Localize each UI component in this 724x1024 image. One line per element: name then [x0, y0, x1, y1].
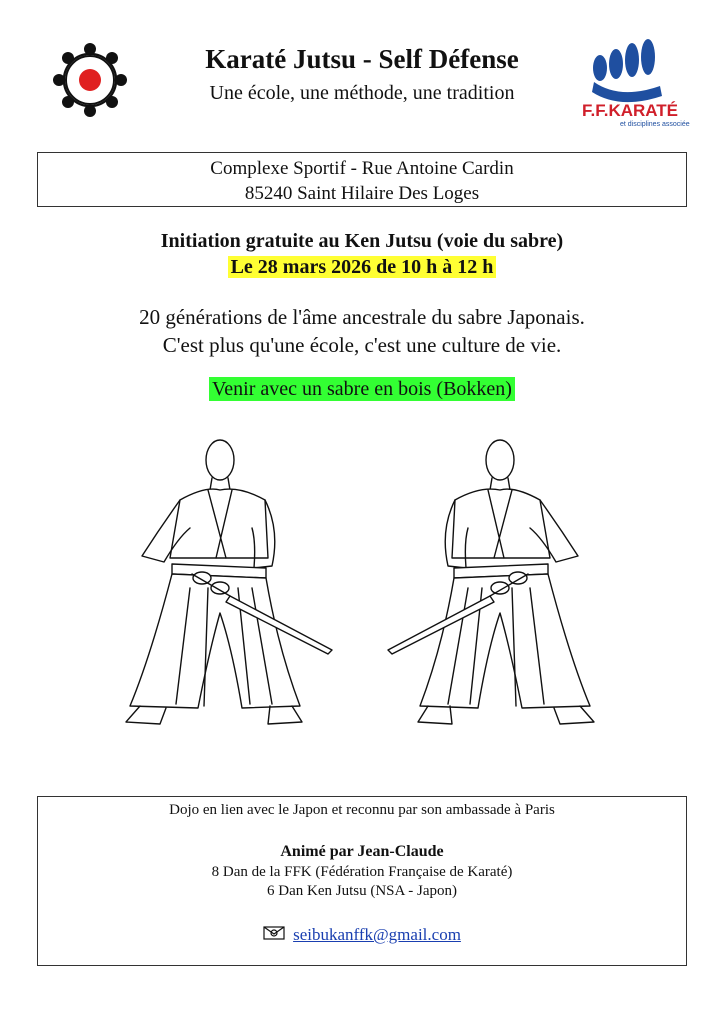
description-line-1: 20 générations de l'âme ancestrale du sabre Japonais.: [139, 305, 585, 329]
event-date-row: [37, 256, 687, 279]
event-date: Le 28 mars 2026 de 10 h à 12 h: [228, 256, 497, 278]
ffk-logo: [580, 38, 690, 130]
right-swordsman-figure: [388, 440, 594, 724]
bring-bokken-note: Venir avec un sabre en bois (Bokken): [209, 377, 515, 401]
email-icon: [263, 925, 285, 945]
address-box: [37, 152, 687, 207]
instructor-rank-1: 8 Dan de la FFK (Fédération Française de Karaté): [211, 864, 513, 880]
bring-row: [37, 378, 687, 401]
school-emblem-logo: [52, 42, 128, 118]
address-line-2: 85240 Saint Hilaire Des Loges: [244, 183, 480, 204]
ffk-logo-text: F.F.KARATÉ: [582, 101, 679, 120]
left-swordsman-figure: [126, 440, 332, 724]
email-row: [38, 925, 686, 945]
swordsmen-illustration: [120, 438, 600, 738]
address-line-1: Complexe Sportif - Rue Antoine Cardin: [210, 158, 514, 179]
instructor-heading: Animé par Jean-Claude: [280, 843, 444, 860]
ffk-logo-subtext: et disciplines associées: [620, 121, 690, 128]
event-title: Initiation gratuite au Ken Jutsu (voie du sabre): [160, 230, 564, 252]
description-line-2: C'est plus qu'une école, c'est une culture de vie.: [162, 333, 562, 357]
page-title: Karaté Jutsu - Self Défense: [205, 44, 519, 74]
email-link[interactable]: seibukanffk@gmail.com: [293, 925, 461, 944]
footer-box: [37, 796, 687, 966]
page-subtitle: Une école, une méthode, une tradition: [209, 82, 515, 104]
dojo-note: Dojo en lien avec le Japon et reconnu par son ambassade à Paris: [169, 802, 555, 818]
instructor-rank-2: 6 Dan Ken Jutsu (NSA - Japon): [267, 883, 457, 899]
